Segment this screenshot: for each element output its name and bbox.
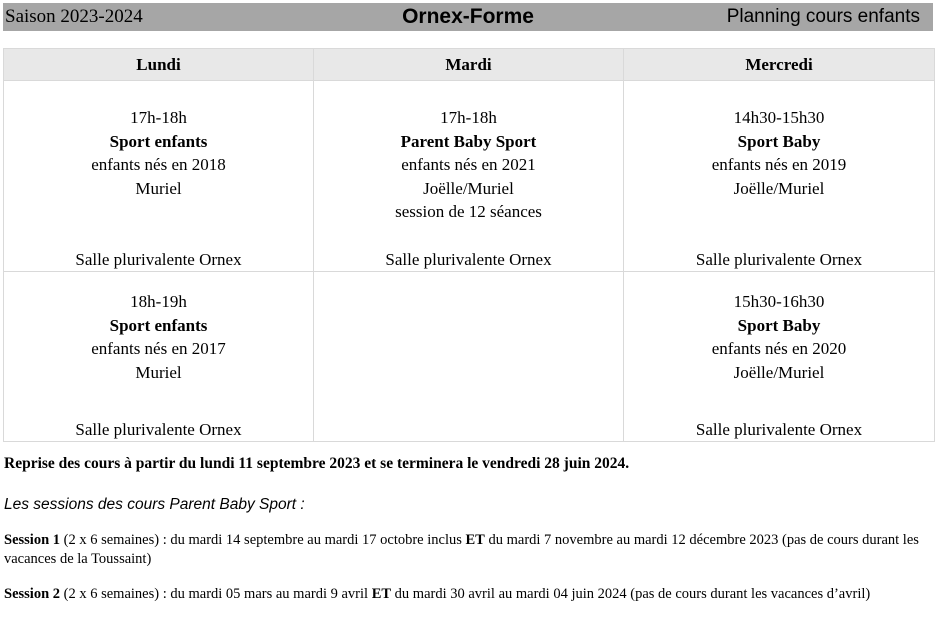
- day-header-tuesday: Mardi: [314, 49, 624, 81]
- course-time: 15h30-16h30: [733, 292, 825, 311]
- course-venue: Salle plurivalente Ornex: [75, 250, 242, 269]
- schedule-table: [3, 48, 935, 442]
- course-venue: Salle plurivalente Ornex: [75, 420, 242, 439]
- course-instructor: Joëlle/Muriel: [423, 178, 514, 198]
- day-header-wednesday: Mercredi: [624, 49, 935, 81]
- course-name: Sport enfants: [109, 315, 208, 335]
- day-header-monday: Lundi: [4, 49, 314, 81]
- course-venue: Salle plurivalente Ornex: [385, 250, 552, 269]
- course-instructor: Joëlle/Muriel: [733, 362, 825, 382]
- course-instructor: Muriel: [135, 178, 182, 198]
- schedule-cell-tuesday-1: [314, 81, 624, 272]
- course-name: Parent Baby Sport: [400, 131, 537, 151]
- course-age: enfants nés en 2019: [711, 155, 847, 174]
- course-time: 14h30-15h30: [733, 108, 825, 127]
- course-instructor: Muriel: [135, 362, 182, 382]
- schedule-cell-wednesday-2: [624, 272, 935, 442]
- season-label: Saison 2023-2024: [5, 6, 143, 27]
- schedule-row: [4, 272, 935, 442]
- course-note: session de 12 séances: [395, 202, 542, 221]
- course-age: enfants nés en 2017: [91, 339, 226, 358]
- schedule-cell-monday-1: [4, 81, 314, 272]
- schedule-cell-monday-2: [4, 272, 314, 442]
- course-venue: Salle plurivalente Ornex: [695, 250, 863, 269]
- session-dates-part1: (2 x 6 semaines) : du mardi 14 septembre au mardi 17 octobre inclus: [60, 532, 466, 548]
- course-age: enfants nés en 2020: [711, 339, 847, 358]
- course-name: Sport Baby: [737, 315, 821, 335]
- notes-section: [4, 454, 932, 604]
- header-bar: [3, 3, 933, 31]
- session-dates-part1: (2 x 6 semaines) : du mardi 05 mars au mardi 9 avril: [60, 586, 372, 602]
- course-time: 17h-18h: [440, 108, 497, 127]
- session-dates-part2: du mardi 7 novembre au mardi 12 décembre 2023 (pas de cours durant les vacances de la Toussaint): [4, 532, 919, 567]
- course-time: 17h-18h: [130, 108, 187, 127]
- reprise-note: Reprise des cours à partir du lundi 11 septembre 2023 et se terminera le vendredi 28 juin 2024.: [4, 455, 630, 472]
- schedule-row: [4, 81, 935, 272]
- session-connector: ET: [371, 586, 392, 602]
- session-1-paragraph: [4, 531, 932, 569]
- course-age: enfants nés en 2021: [401, 155, 536, 174]
- schedule-header-row: [4, 49, 935, 81]
- session-2-paragraph: [4, 585, 932, 604]
- course-time: 18h-19h: [130, 292, 187, 311]
- planning-subtitle: Planning cours enfants: [726, 6, 920, 27]
- club-title: Ornex-Forme: [402, 5, 534, 28]
- schedule-cell-wednesday-1: [624, 81, 935, 272]
- course-name: Sport enfants: [109, 131, 208, 151]
- course-name: Sport Baby: [737, 131, 821, 151]
- session-dates-part2: du mardi 30 avril au mardi 04 juin 2024 (pas de cours durant les vacances d’avril): [391, 586, 871, 602]
- session-label: Session 2: [4, 586, 61, 602]
- course-age: enfants nés en 2018: [91, 155, 226, 174]
- course-instructor: Joëlle/Muriel: [733, 178, 825, 198]
- session-connector: ET: [465, 532, 485, 548]
- session-label: Session 1: [4, 532, 61, 548]
- course-venue: Salle plurivalente Ornex: [695, 420, 863, 439]
- schedule-cell-tuesday-2: [314, 272, 624, 442]
- sessions-title: Les sessions des cours Parent Baby Sport :: [4, 496, 305, 513]
